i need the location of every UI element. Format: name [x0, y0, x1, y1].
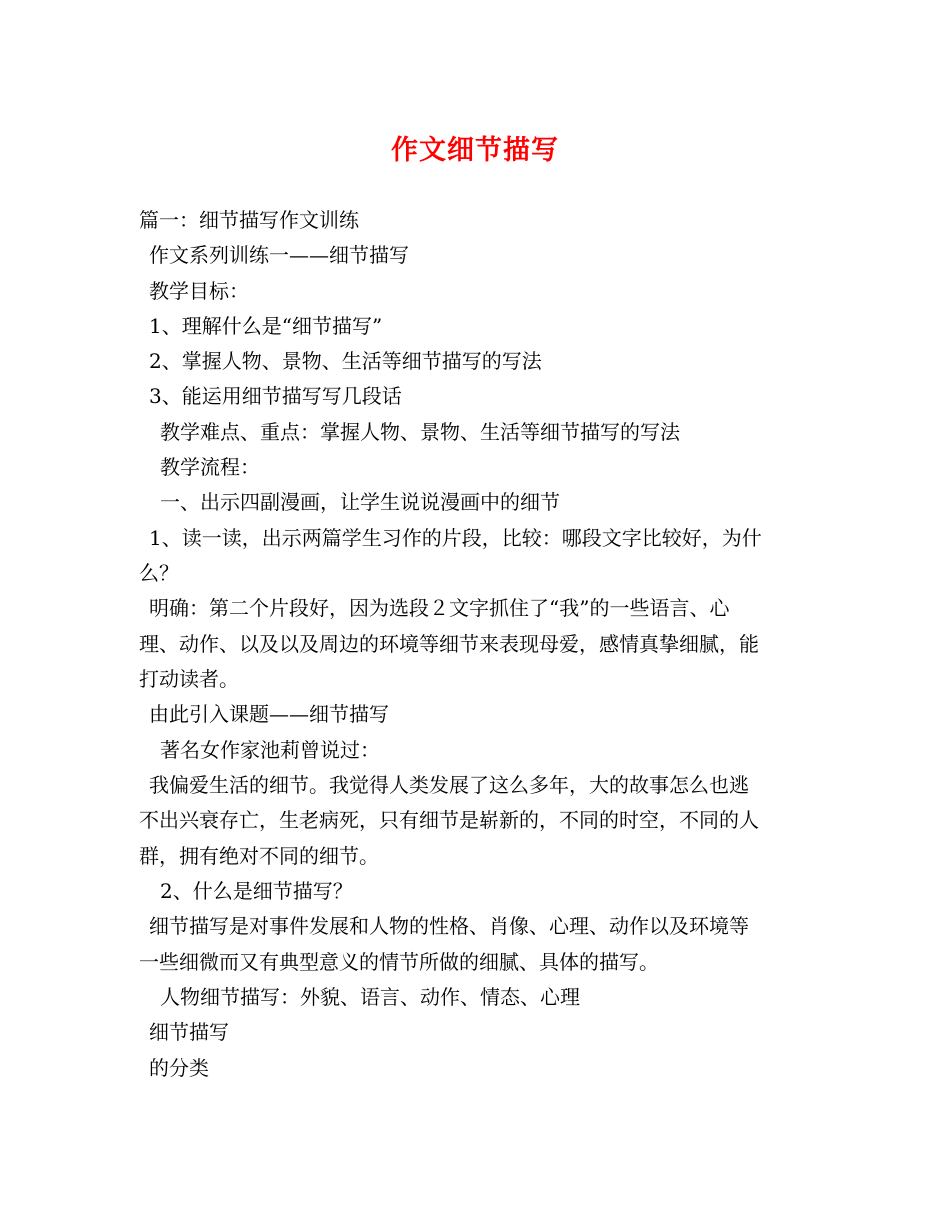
text-line: 教学难点、重点：掌握人物、景物、生活等细节描写的写法	[160, 420, 680, 444]
text-line: 人物细节描写：外貌、语言、动作、情态、心理	[160, 985, 580, 1009]
text-line: 一、出示四副漫画，让学生说说漫画中的细节	[160, 490, 560, 514]
text-line: 群，拥有绝对不同的细节。	[139, 844, 379, 868]
text-line: 细节描写是对事件发展和人物的性格、肖像、心理、动作以及环境等	[149, 914, 749, 938]
text-line: 作文系列训练一——细节描写	[149, 243, 409, 267]
text-line: 2、掌握人物、景物、生活等细节描写的写法	[149, 349, 542, 373]
text-line: 打动读者。	[139, 667, 239, 691]
text-line: 教学目标：	[149, 279, 249, 303]
text-line: 理、动作、以及以及周边的环境等细节来表现母爱，感情真挚细腻，能	[139, 632, 759, 656]
text-line: 的分类	[149, 1056, 209, 1080]
text-line: 细节描写	[149, 1020, 229, 1044]
text-line: 著名女作家池莉曾说过：	[160, 738, 380, 762]
document-title: 作文细节描写	[391, 135, 559, 166]
text-line: 一些细微而又有典型意义的情节所做的细腻、具体的描写。	[139, 950, 659, 974]
text-line: 教学流程：	[160, 455, 260, 479]
text-line: 2、什么是细节描写？	[160, 879, 353, 903]
text-line: 明确：第二个片段好，因为选段２文字抓住了“我”的一些语言、心	[149, 596, 730, 620]
text-line: 3、能运用细节描写写几段话	[149, 384, 402, 408]
text-line: 我偏爱生活的细节。我觉得人类发展了这么多年，大的故事怎么也逃	[149, 773, 749, 797]
text-line: 1、读一读，出示两篇学生习作的片段，比较：哪段文字比较好，为什	[149, 526, 762, 550]
text-line: 么？	[139, 561, 179, 585]
text-line: 不出兴衰存亡，生老病死，只有细节是崭新的，不同的时空，不同的人	[139, 808, 759, 832]
text-line: 篇一：细节描写作文训练	[139, 208, 359, 232]
text-line: 由此引入课题——细节描写	[149, 702, 389, 726]
text-line: 1、理解什么是“细节描写”	[149, 314, 383, 338]
